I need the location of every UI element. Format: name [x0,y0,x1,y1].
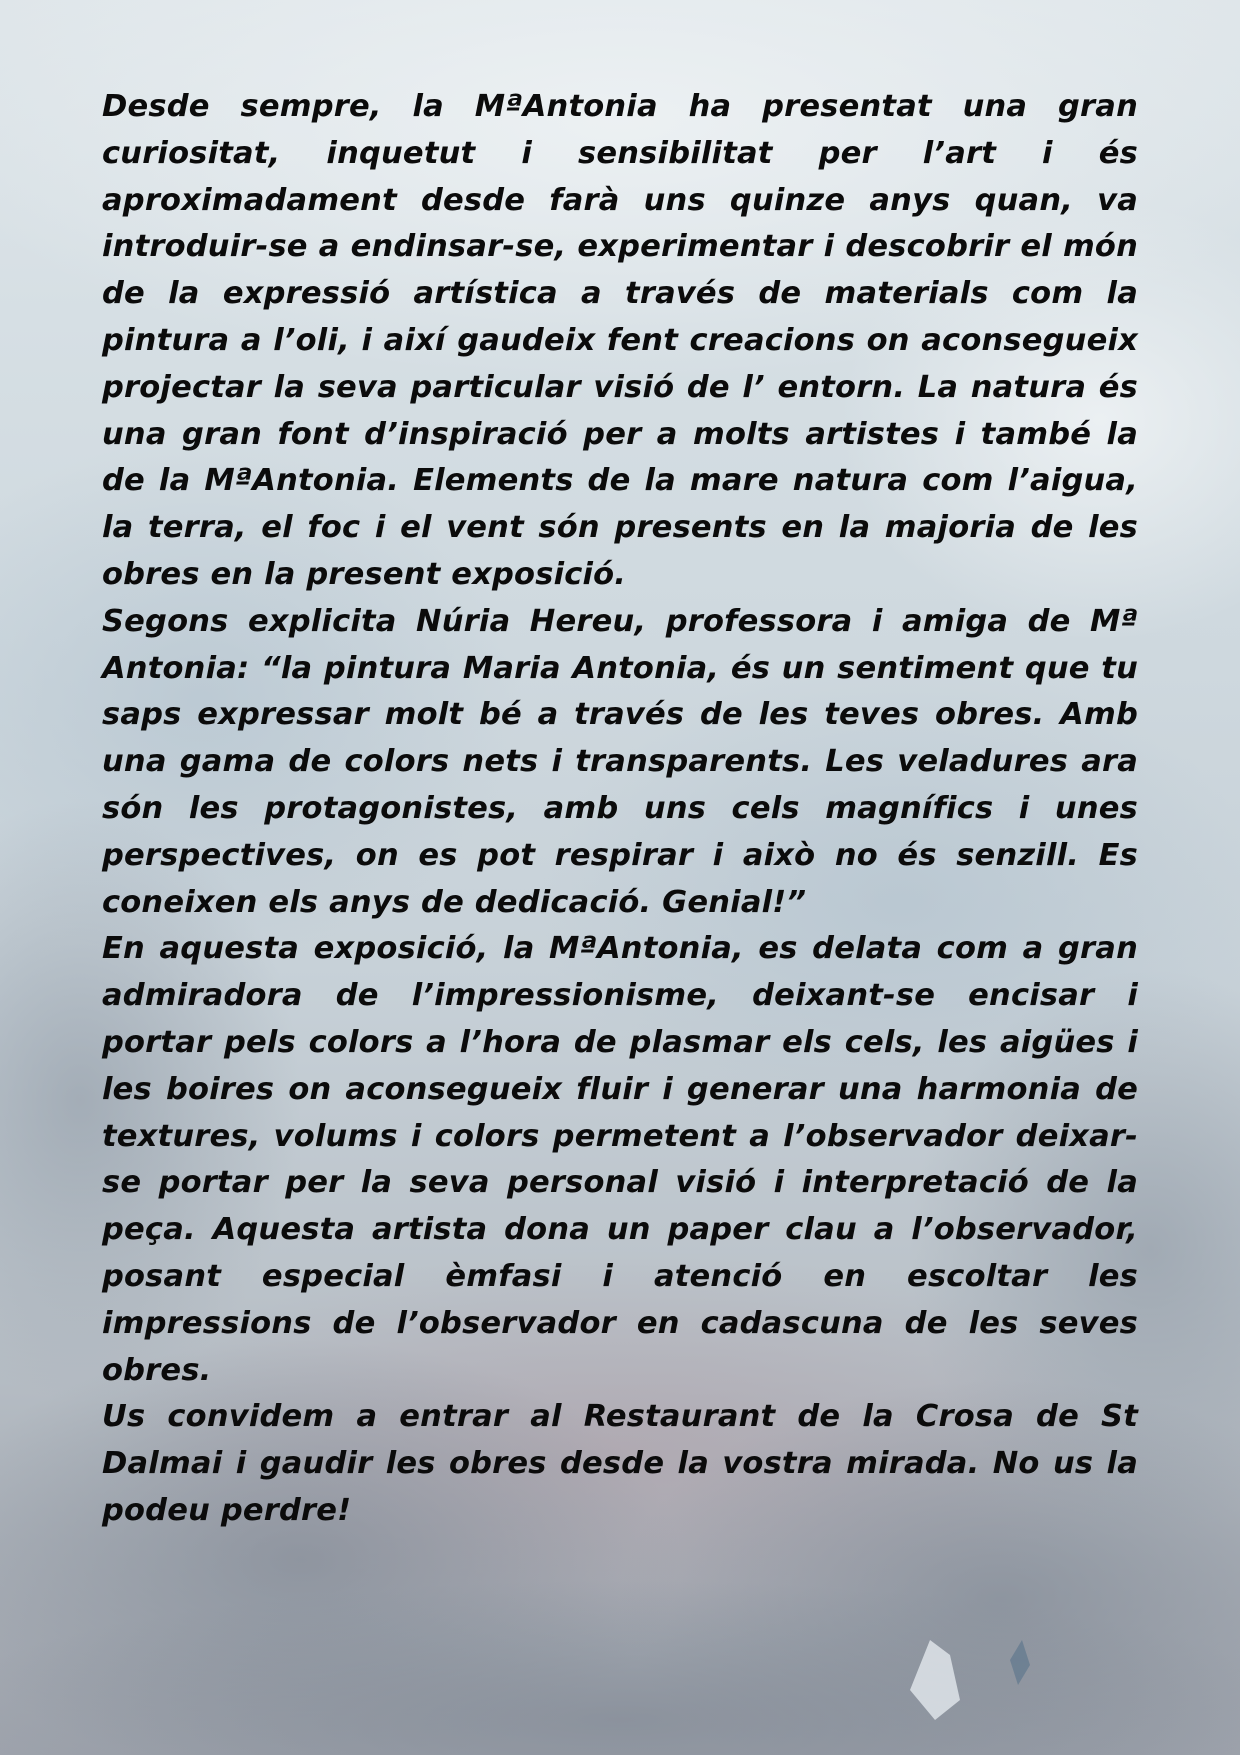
paragraph-invitation: Us convidem a entrar al Restaurant de la Crosa de St Dalmai i gaudir les obres desde la vostra mirada. No us la podeu perdre! [102,1399,1138,1528]
paragraph-exhibition: En aquesta exposició, la MªAntonia, es delata com a gran admiradora de l’impressionisme, deixant-se encisar i portar pels colors a l’hora de plasmar els cels, les aigües i les boires on aconsegueix fluir i generar una harmonia de textures, volums i colors permetent a l’observador deixar-se portar per la seva personal visió i interpretació de la peça. Aquesta artista dona un paper clau a l’observador, posant especial èmfasi i atenció en escoltar les impressions de l’observador en cadascuna de les seves obres. [102,931,1138,1388]
paragraph-quote: Segons explicita Núria Hereu, professora i amiga de Mª Antonia: “la pintura Maria Antonia, és un sentiment que tu saps expressar molt bé a través de les teves obres. Amb una gama de colors nets i transparents. Les veladures ara són les protagonistes, amb uns cels magnífics i unes perspectives, on es pot respirar i això no és senzill. Es coneixen els anys de dedicació. Genial!” [102,603,1138,920]
paragraph-intro: Desde sempre, la MªAntonia ha presentat una gran curiositat, inquetut i sensibilitat per l’art i és aproximadament desde farà uns quinze anys quan, va introduir-se a endinsar-se, experimentar i descobrir el món de la expressió artística a través de materials com la pintura a l’oli, i així gaudeix fent creacions on aconsegueix projectar la seva particular visió de l’ entorn. La natura és una gran font d’inspiració per a molts artistes i també la de la MªAntonia. Elements de la mare natura com l’aigua, la terra, el foc i el vent són presents en la majoria de les obres en la present exposició. [102,89,1138,592]
body-text [102,84,1138,1535]
